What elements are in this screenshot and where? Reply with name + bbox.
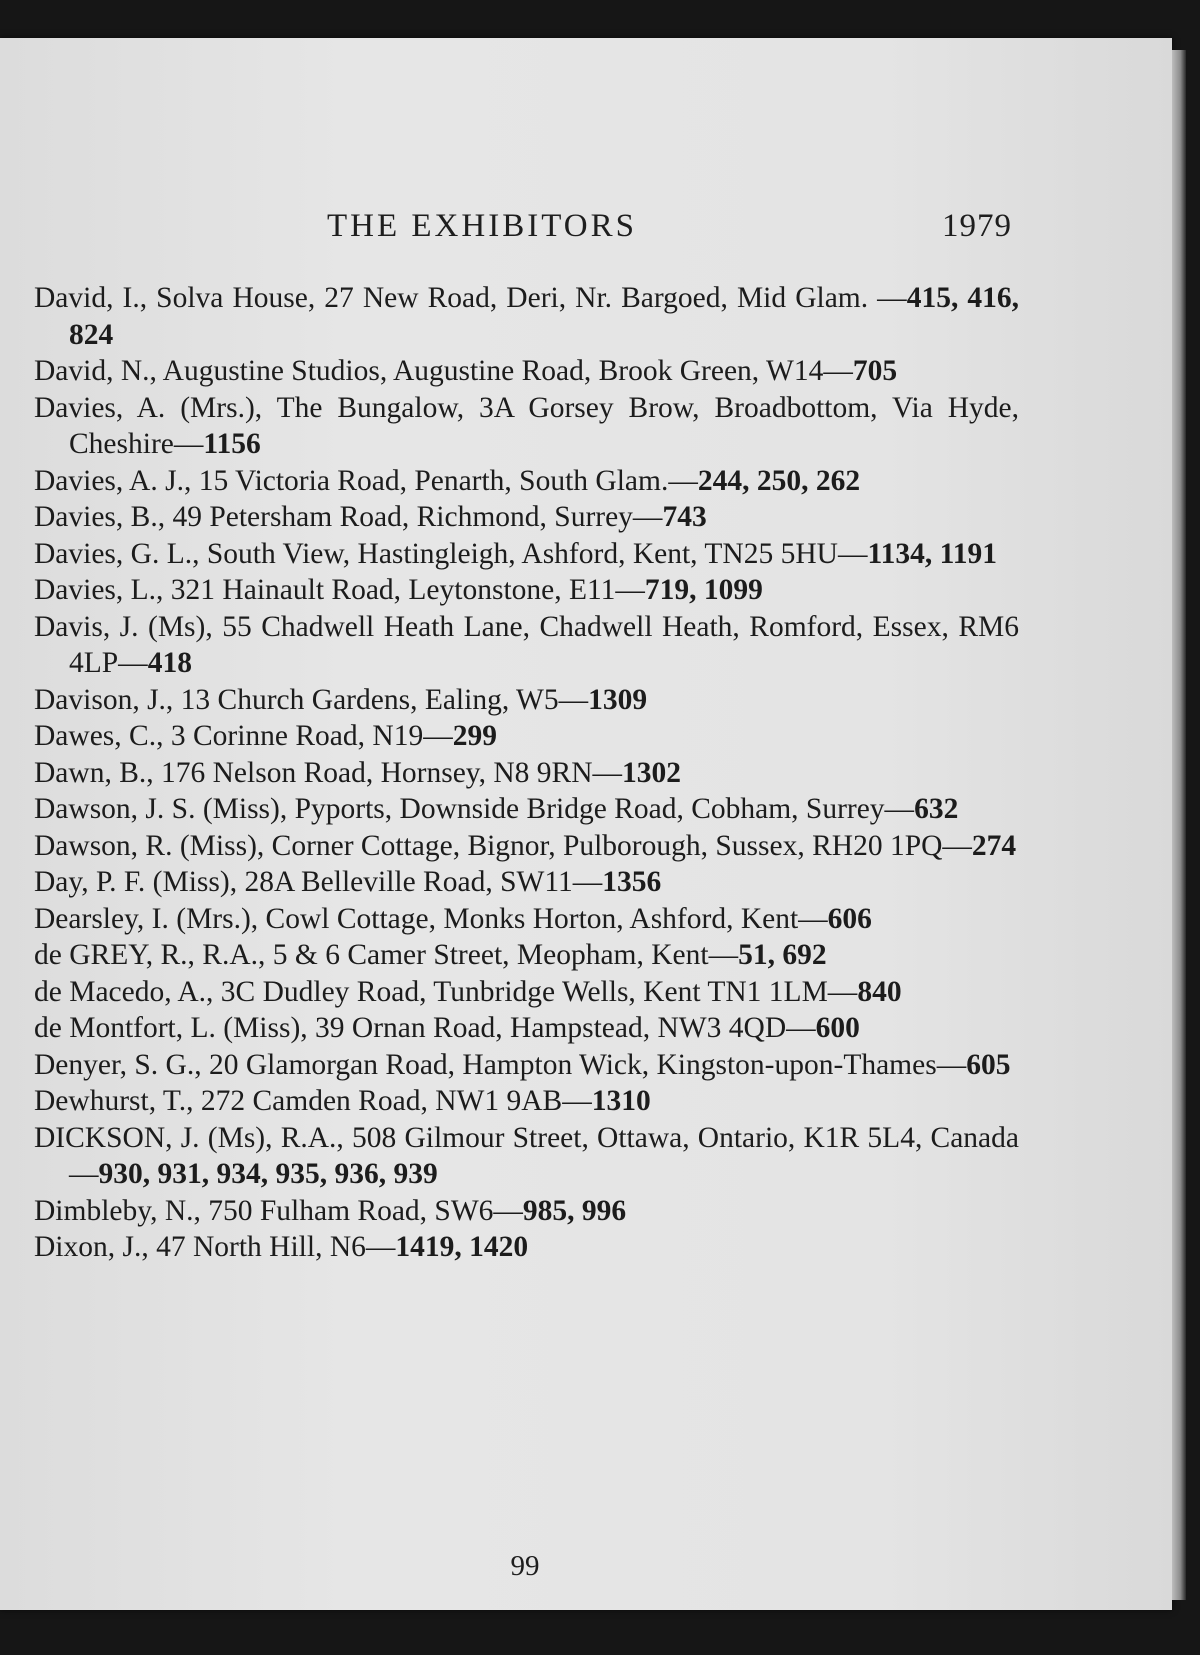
entry-address: de Montfort, L. (Miss), 39 Ornan Road, Hampstead, NW3 4QD— bbox=[34, 1012, 816, 1044]
exhibitor-entry bbox=[34, 499, 1019, 536]
entry-address: Denyer, S. G., 20 Glamorgan Road, Hampton Wick, Kingston-upon-Thames— bbox=[34, 1048, 967, 1081]
exhibitor-list bbox=[34, 280, 1019, 1266]
exhibitor-entry bbox=[34, 463, 1019, 500]
exhibitor-entry bbox=[34, 901, 1019, 938]
book-page bbox=[0, 38, 1172, 1610]
entry-address: Day, P. F. (Miss), 28A Belleville Road, SW11— bbox=[34, 866, 603, 898]
exhibitor-entry bbox=[34, 353, 1019, 390]
entry-catalogue-numbers: 418 bbox=[147, 647, 192, 679]
exhibitor-entry bbox=[34, 390, 1019, 463]
entry-address: Davis, J. (Ms), 55 Chadwell Heath Lane, Chadwell Heath, Romford, Essex, RM6 4LP— bbox=[34, 610, 1019, 679]
entry-address: Dearsley, I. (Mrs.), Cowl Cottage, Monks Horton, Ashford, Kent— bbox=[34, 902, 828, 935]
entry-address: Davies, B., 49 Petersham Road, Richmond, Surrey— bbox=[34, 501, 663, 533]
exhibitor-entry bbox=[34, 1229, 1019, 1266]
exhibitor-entry bbox=[34, 682, 1019, 719]
entry-address: Davies, A. J., 15 Victoria Road, Penarth, South Glam.— bbox=[34, 464, 698, 497]
entry-catalogue-numbers: 632 bbox=[914, 793, 959, 825]
exhibitor-entry bbox=[34, 572, 1019, 609]
entry-catalogue-numbers: 415, 416, 824 bbox=[69, 282, 1020, 351]
entry-address: Davison, J., 13 Church Gardens, Ealing, W5— bbox=[34, 683, 589, 716]
entry-address: Davies, A. (Mrs.), The Bungalow, 3A Gorsey Brow, Broadbottom, Via Hyde, Cheshire— bbox=[34, 391, 1019, 460]
exhibitor-entry bbox=[34, 536, 1019, 573]
running-head-year: 1979 bbox=[942, 208, 1012, 244]
entry-catalogue-numbers: 51, 692 bbox=[738, 939, 827, 971]
entry-catalogue-numbers: 606 bbox=[827, 902, 872, 935]
exhibitor-entry bbox=[34, 791, 1019, 828]
entry-catalogue-numbers: 1419, 1420 bbox=[395, 1231, 529, 1263]
entry-address: DICKSON, J. (Ms), R.A., 508 Gilmour Street, Ottawa, Ontario, K1R 5L4, Canada— bbox=[34, 1121, 1019, 1190]
entry-catalogue-numbers: 1302 bbox=[622, 756, 682, 789]
entry-catalogue-numbers: 719, 1099 bbox=[644, 574, 763, 606]
exhibitor-entry bbox=[34, 718, 1019, 755]
entry-address: Davies, L., 321 Hainault Road, Leytonstone, E11— bbox=[34, 574, 645, 606]
running-head bbox=[0, 208, 1172, 252]
entry-catalogue-numbers: 985, 996 bbox=[522, 1194, 627, 1227]
exhibitor-entry bbox=[34, 1010, 1019, 1047]
entry-catalogue-numbers: 743 bbox=[662, 501, 707, 533]
entry-catalogue-numbers: 600 bbox=[815, 1012, 860, 1044]
entry-catalogue-numbers: 1156 bbox=[203, 428, 261, 460]
entry-catalogue-numbers: 605 bbox=[966, 1048, 1011, 1081]
entry-address: David, N., Augustine Studios, Augustine Road, Brook Green, W14— bbox=[34, 355, 853, 387]
entry-address: Dawn, B., 176 Nelson Road, Hornsey, N8 9RN— bbox=[34, 756, 623, 789]
exhibitor-entry bbox=[34, 937, 1019, 974]
entry-address: David, I., Solva House, 27 New Road, Deri, Nr. Bargoed, Mid Glam. — bbox=[34, 282, 907, 314]
entry-address: de GREY, R., R.A., 5 & 6 Camer Street, Meopham, Kent— bbox=[34, 939, 739, 971]
entry-catalogue-numbers: 840 bbox=[857, 975, 902, 1008]
entry-catalogue-numbers: 299 bbox=[452, 720, 497, 752]
exhibitor-entry bbox=[34, 1047, 1019, 1084]
exhibitor-entry bbox=[34, 1193, 1019, 1230]
entry-address: Dewhurst, T., 272 Camden Road, NW1 9AB— bbox=[34, 1085, 592, 1117]
exhibitor-entry bbox=[34, 864, 1019, 901]
entry-address: Dawson, J. S. (Miss), Pyports, Downside Bridge Road, Cobham, Surrey— bbox=[34, 793, 915, 825]
entry-address: Dimbleby, N., 750 Fulham Road, SW6— bbox=[34, 1194, 523, 1227]
exhibitor-entry bbox=[34, 828, 1019, 865]
exhibitor-entry bbox=[34, 609, 1019, 682]
exhibitor-entry bbox=[34, 974, 1019, 1011]
entry-address: de Macedo, A., 3C Dudley Road, Tunbridge Wells, Kent TN1 1LM— bbox=[34, 975, 858, 1008]
exhibitor-entry bbox=[34, 1083, 1019, 1120]
entry-catalogue-numbers: 244, 250, 262 bbox=[697, 464, 861, 497]
entry-catalogue-numbers: 274 bbox=[971, 829, 1017, 862]
exhibitor-entry bbox=[34, 280, 1019, 353]
entry-address: Davies, G. L., South View, Hastingleigh, Ashford, Kent, TN25 5HU— bbox=[34, 537, 868, 570]
exhibitor-entry bbox=[34, 1120, 1019, 1193]
entry-catalogue-numbers: 705 bbox=[852, 355, 898, 387]
entry-catalogue-numbers: 1134, 1191 bbox=[867, 537, 997, 570]
entry-address: Dawson, R. (Miss), Corner Cottage, Bignor, Pulborough, Sussex, RH20 1PQ— bbox=[34, 829, 972, 862]
page-number: 99 bbox=[510, 1550, 540, 1582]
exhibitor-entry bbox=[34, 755, 1019, 792]
entry-catalogue-numbers: 930, 931, 934, 935, 936, 939 bbox=[98, 1158, 438, 1190]
entry-catalogue-numbers: 1309 bbox=[588, 683, 648, 716]
running-head-title: THE EXHIBITORS bbox=[327, 208, 637, 244]
entry-catalogue-numbers: 1356 bbox=[602, 866, 662, 898]
entry-address: Dawes, C., 3 Corinne Road, N19— bbox=[34, 720, 453, 752]
entry-address: Dixon, J., 47 North Hill, N6— bbox=[34, 1231, 396, 1263]
entry-catalogue-numbers: 1310 bbox=[591, 1085, 651, 1117]
page-edge-shadow bbox=[1172, 50, 1186, 1600]
